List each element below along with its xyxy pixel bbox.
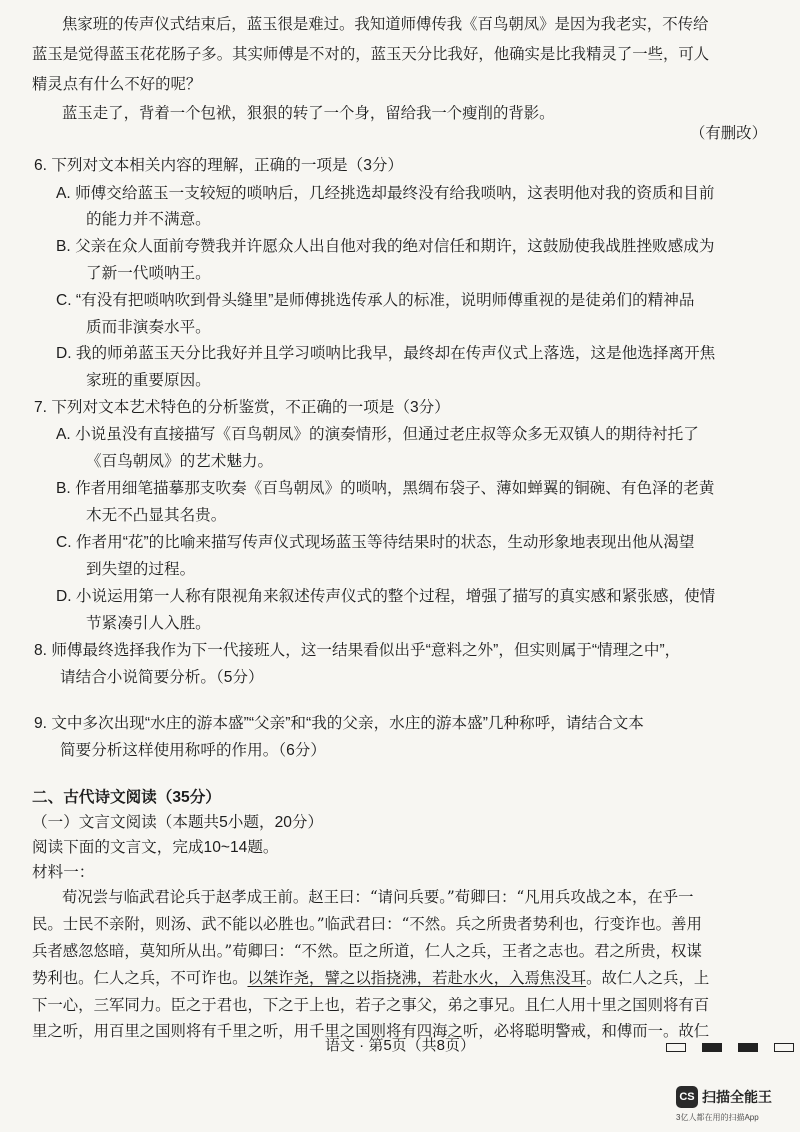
underlined-sentence: 以桀诈尧，譬之以指挠沸，若赴水火，入焉焦没耳 [247,969,587,987]
q6-option-d-cont: 家班的重要原因。 [86,372,211,389]
q7-option-c-cont: 到失望的过程。 [86,561,196,578]
classical-text-line: 兵者感忽悠暗，莫知所从出。”荀卿曰：“不然。臣之所道，仁人之兵，王者之志也。君之所贵，权谋 [32,942,702,960]
scanner-tagline: 3亿人都在用的扫描App [676,1113,759,1122]
q6-option-a-cont: 的能力并不满意。 [86,211,211,228]
classical-text-segment: 势利也。仁人之兵，不可诈也。 [32,969,248,987]
story-line: 精灵点有什么不好的呢？ [32,75,202,93]
q7-option-d: D. 小说运用第一人称有限视角来叙述传声仪式的整个过程，增强了描写的真实感和紧张感，使情 [56,588,716,605]
classical-text-line: 荀况尝与临武君论兵于赵孝成王前。赵王曰：“请问兵要。”荀卿曰：“凡用兵攻战之本，在乎一 [62,888,694,906]
q7-option-d-cont: 节紧凑引人入胜。 [86,615,211,632]
classical-text-segment: 。故仁人之兵，上 [586,969,710,987]
story-line: 焦家班的传声仪式结束后，蓝玉很是难过。我知道师傅传我《百鸟朝凤》是因为我老实，不传给 [62,15,709,33]
classical-text-line: 下一心，三军同力。臣之于君也，下之于上也，若子之事父，弟之事兄。且仁人用十里之国则将有百 [32,996,710,1014]
story-line: 蓝玉走了，背着一个包袱，狠狠的转了一个身，留给我一个瘦削的背影。 [62,104,555,122]
q7-option-c: C. 作者用“花”的比喻来描写传声仪式现场蓝玉等待结果时的状态，生动形象地表现出他从渴望 [56,534,695,551]
q6-option-d: D. 我的师弟蓝玉天分比我好并且学习唢呐比我早，最终却在传声仪式上落选，这是他选择离开焦 [56,345,716,362]
page-footer: 语文 · 第5页（共8页） [324,1037,475,1054]
section-2-title: 二、古代诗文阅读（35分） [32,789,221,806]
scan-mark [738,1043,758,1052]
scanner-app-name: 扫描全能王 [702,1089,772,1105]
story-line: 蓝玉是觉得蓝玉花花肠子多。其实师傅是不对的，蓝玉天分比我好，他确实是比我精灵了一些，可人 [32,45,710,63]
material-label: 材料一： [32,864,95,881]
q6-option-c-cont: 质而非演奏水平。 [86,319,211,336]
q7-option-b-cont: 木无不凸显其名贵。 [86,507,227,524]
q6-option-a: A. 师傅交给蓝玉一支较短的唢呐后，几经挑选却最终没有给我唢呐，这表明他对我的资质和目前 [56,185,715,202]
revision-note: （有删改） [690,124,767,142]
question-9: 9. 文中多次出现“水庄的游本盛”“父亲”和“我的父亲，水庄的游本盛”几种称呼，请结合文本 [34,715,644,732]
q7-option-b: B. 作者用细笔描摹那支吹奏《百鸟朝凤》的唢呐，黑绸布袋子、薄如蝉翼的铜碗、有色泽的老黄 [56,480,715,497]
question-7-stem: 7. 下列对文本艺术特色的分析鉴赏，不正确的一项是（3分） [34,399,450,416]
camscanner-logo-icon: CS [676,1086,698,1108]
question-8-cont: 请结合小说简要分析。（5分） [60,669,264,686]
q6-option-b-cont: 了新一代唢呐王。 [86,265,211,282]
q7-option-a: A. 小说虽没有直接描写《百鸟朝凤》的演奏情形，但通过老庄叔等众多无双镇人的期待衬托了 [56,426,699,443]
question-6-stem: 6. 下列对文本相关内容的理解，正确的一项是（3分） [34,157,404,174]
section-2-subtitle: （一）文言文阅读（本题共5小题，20分） [32,814,324,831]
scan-marks [666,1043,794,1052]
scan-mark [702,1043,722,1052]
question-9-cont: 简要分析这样使用称呼的作用。（6分） [60,742,326,759]
q7-option-a-cont: 《百鸟朝凤》的艺术魅力。 [86,453,274,470]
reading-instruction: 阅读下面的文言文，完成10~14题。 [32,839,279,856]
q6-option-c: C. “有没有把唢呐吹到骨头缝里”是师傅挑选传承人的标准，说明师傅重视的是徒弟们的精神品 [56,292,695,309]
scan-mark [774,1043,794,1052]
scanner-watermark [676,1086,772,1108]
classical-text-line: 里之听，用百里之国则将有千里之听，用千里之国则将有四海之听，必将聪明警戒，和傅而一。故仁 [32,1022,710,1040]
question-8: 8. 师傅最终选择我作为下一代接班人，这一结果看似出乎“意料之外”，但实则属于“情理之中”， [34,642,681,659]
q6-option-b: B. 父亲在众人面前夸赞我并许愿众人出自他对我的绝对信任和期许，这鼓励使我战胜挫败感成为 [56,238,715,255]
classical-text-line: 民。士民不亲附，则汤、武不能以必胜也。”临武君曰：“不然。兵之所贵者势利也，行变诈也。善用 [32,915,702,933]
scan-mark [666,1043,686,1052]
classical-text-line [32,966,709,990]
